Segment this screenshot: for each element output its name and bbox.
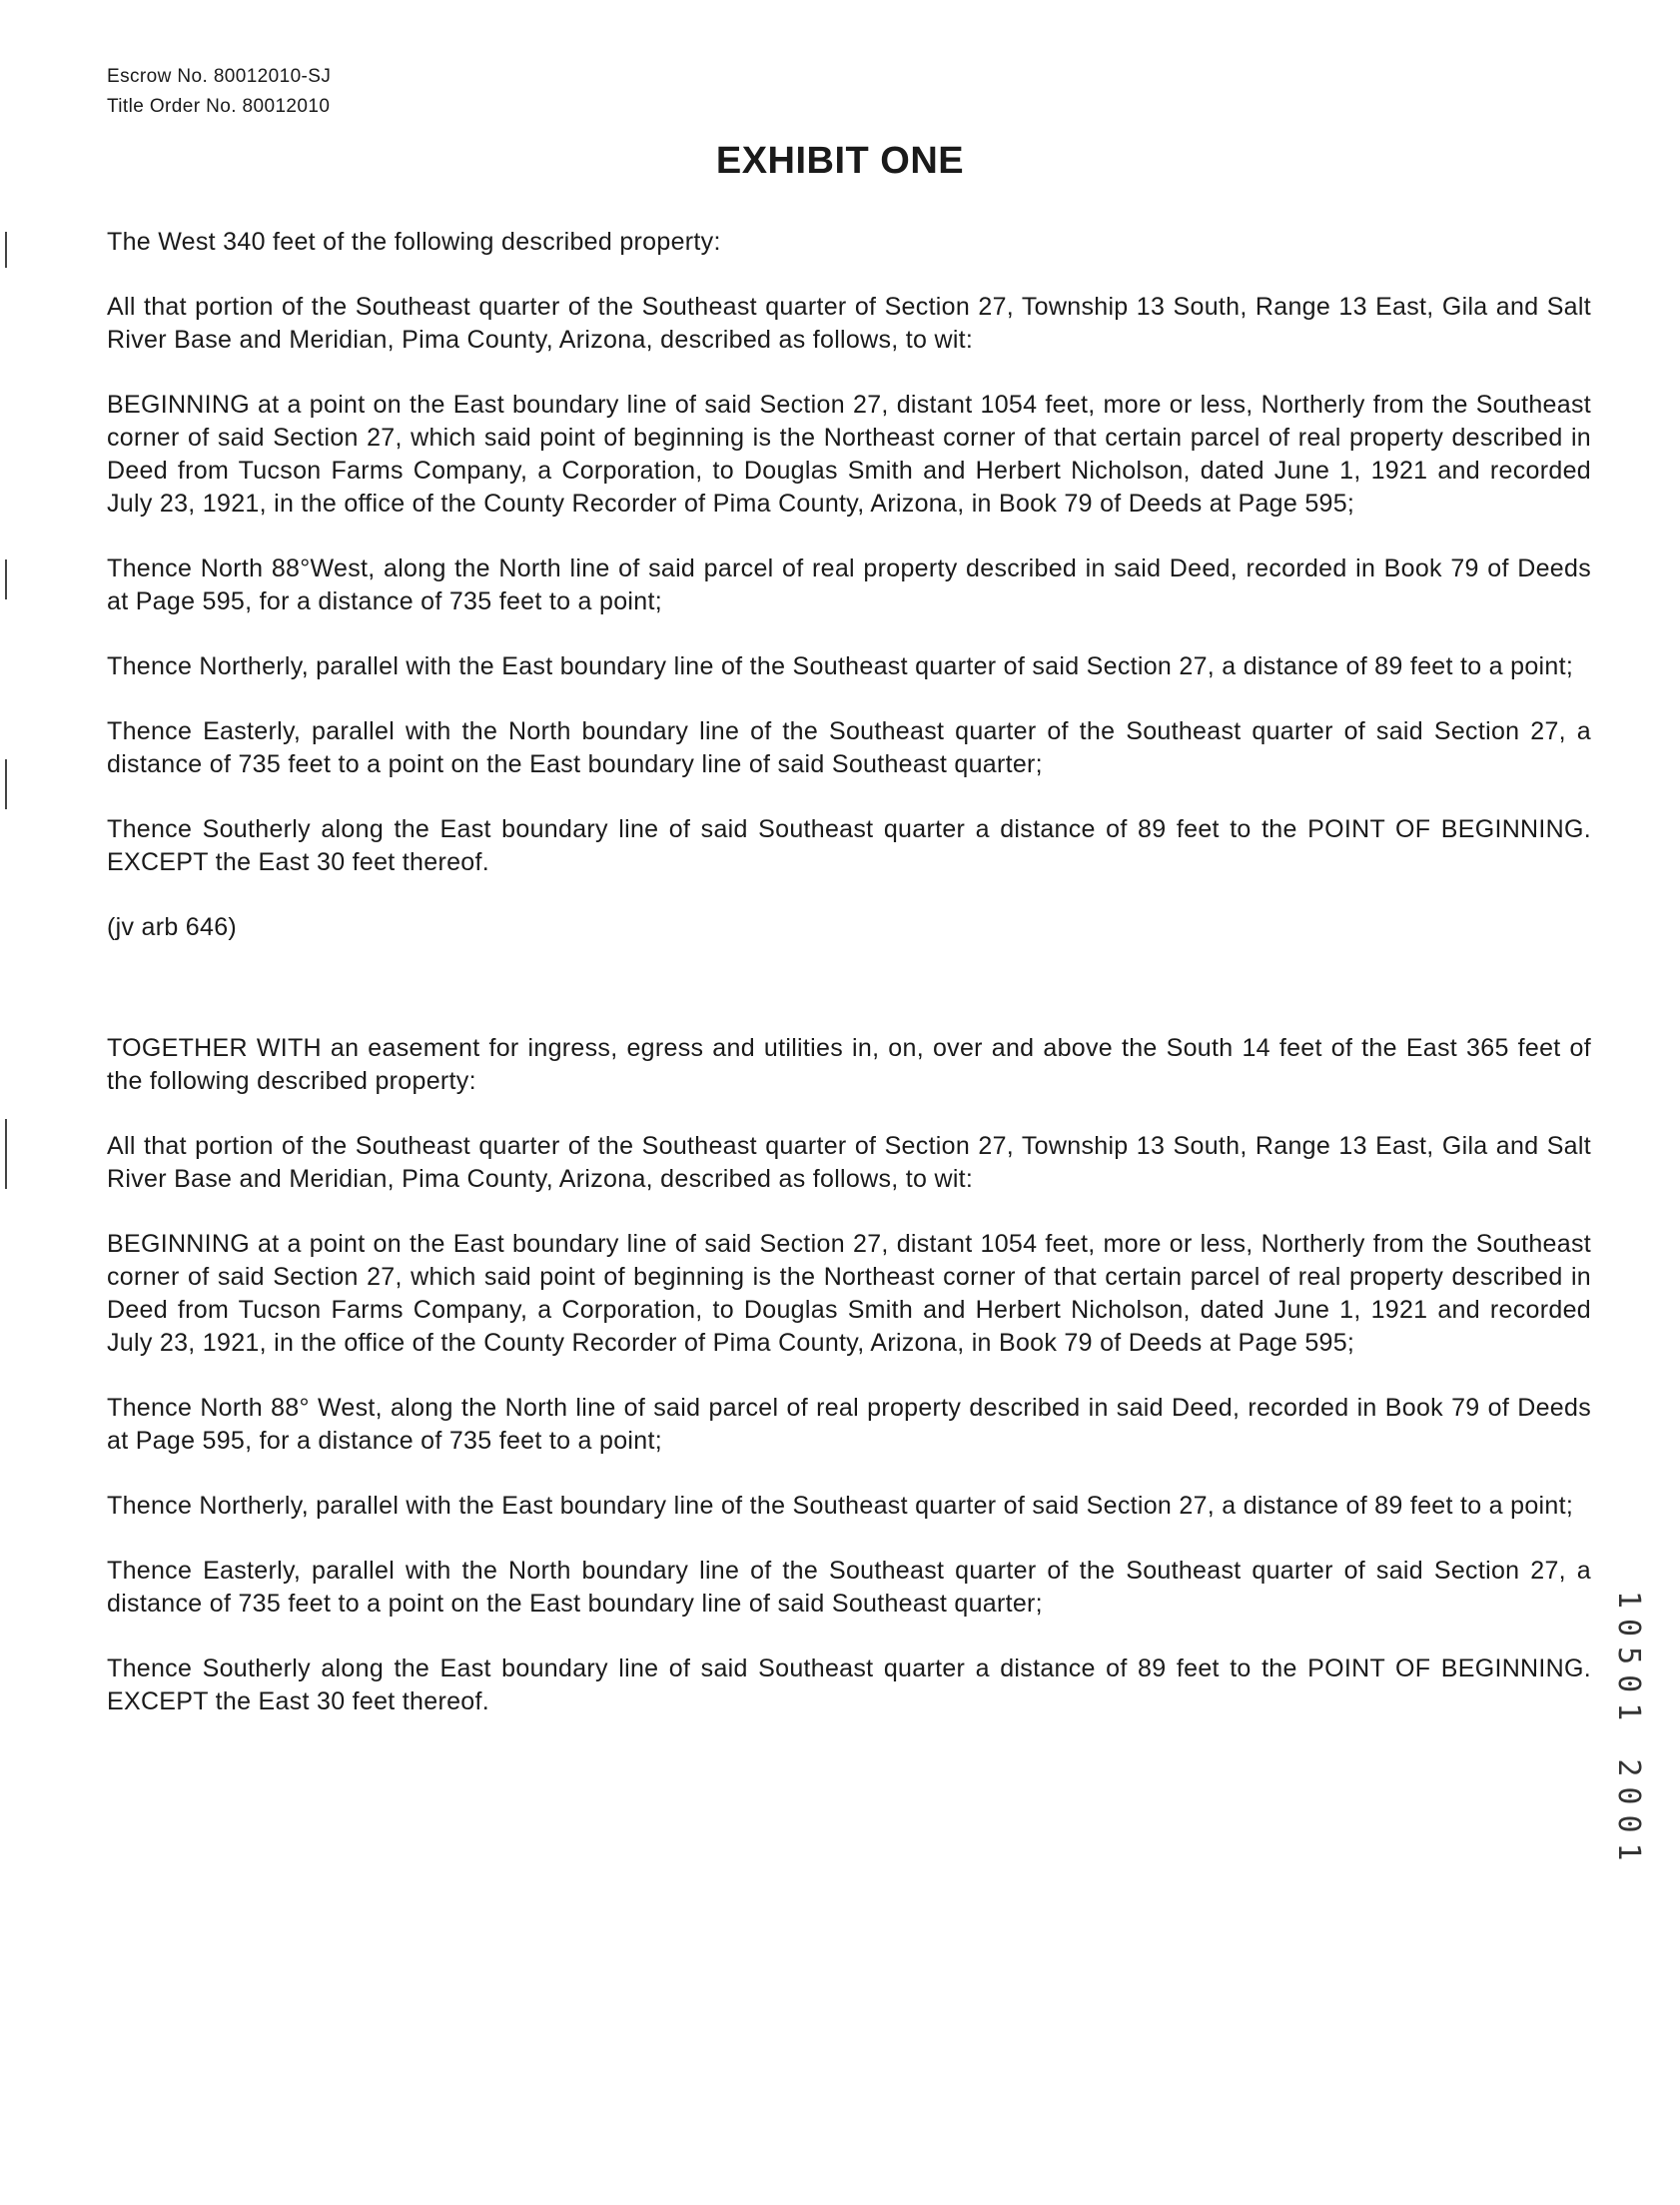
document-header [107,62,331,122]
scan-mark [5,759,7,809]
paragraph-portion: All that portion of the Southeast quarter of the Southeast quarter of Section 27, Township 13 South, Range 13 East, Gila and Salt River Base and Meridian, Pima County, Arizona, described as follows, to wit: [107,293,1591,354]
title-order-number: Title Order No. 80012010 [107,96,331,117]
section-gap [107,976,1591,1032]
paragraph-thence-south-2: Thence Southerly along the East boundary line of said Southeast quarter a distance of 89 feet to the POINT OF BEGINNING. EXCEPT the East 30 feet thereof. [107,1654,1591,1715]
paragraph-beginning: BEGINNING at a point on the East boundary line of said Section 27, distant 1054 feet, more or less, Northerly from the Southeast corner of said Section 27, which said point of beginning is the Northeast corner of that certain parcel of real property described in Deed from Tucson Farms Company, a Corporation, to Douglas Smith and Herbert Nicholson, dated June 1, 1921 and recorded July 23, 1921, in the office of the County Recorder of Pima County, Arizona, in Book 79 of Deeds at Page 595; [107,391,1591,518]
scan-mark [5,232,7,268]
scan-mark [5,1119,7,1189]
paragraph-intro: The West 340 feet of the following described property: [107,228,721,256]
exhibit-title: EXHIBIT ONE [715,140,965,182]
paragraph-thence-south: Thence Southerly along the East boundary line of said Southeast quarter a distance of 89 feet to the POINT OF BEGINNING. EXCEPT the East 30 feet thereof. [107,815,1591,876]
paragraph-thence-west-2: Thence North 88° West, along the North line of said parcel of real property described in said Deed, recorded in Book 79 of Deeds at Page 595, for a distance of 735 feet to a point; [107,1394,1591,1455]
escrow-number: Escrow No. 80012010-SJ [107,66,332,87]
paragraph-thence-north-2: Thence Northerly, parallel with the East boundary line of the Southeast quarter of said Section 27, a distance of 89 feet to a point; [107,1492,1574,1520]
recording-stamp [1611,1591,1650,1950]
paragraph-thence-west: Thence North 88°West, along the North line of said parcel of real property described in said Deed, recorded in Book 79 of Deeds at Page 595, for a distance of 735 feet to a point; [107,554,1591,615]
paragraph-portion-2: All that portion of the Southeast quarter of the Southeast quarter of Section 27, Township 13 South, Range 13 East, Gila and Salt River Base and Meridian, Pima County, Arizona, described as follows, to wit: [107,1132,1591,1193]
paragraph-thence-north: Thence Northerly, parallel with the East boundary line of the Southeast quarter of said Section 27, a distance of 89 feet to a point; [107,652,1574,680]
legal-description [107,226,1591,1750]
scan-mark [5,559,7,599]
paragraph-thence-east: Thence Easterly, parallel with the North boundary line of the Southeast quarter of the Southeast quarter of said Section 27, a distance of 735 feet to a point on the East boundary line of said Southeast quarter; [107,717,1591,778]
paragraph-easement: TOGETHER WITH an easement for ingress, egress and utilities in, on, over and above the South 14 feet of the East 365 feet of the following described property: [107,1034,1591,1095]
recording-stamp-text: 10501 2001 [1611,1591,1646,1871]
paragraph-thence-east-2: Thence Easterly, parallel with the North boundary line of the Southeast quarter of the Southeast quarter of said Section 27, a distance of 735 feet to a point on the East boundary line of said Southeast quarter; [107,1557,1591,1618]
paragraph-beginning-2: BEGINNING at a point on the East boundary line of said Section 27, distant 1054 feet, more or less, Northerly from the Southeast corner of said Section 27, which said point of beginning is the Northeast corner of that certain parcel of real property described in Deed from Tucson Farms Company, a Corporation, to Douglas Smith and Herbert Nicholson, dated June 1, 1921 and recorded July 23, 1921, in the office of the County Recorder of Pima County, Arizona, in Book 79 of Deeds at Page 595; [107,1230,1591,1357]
paragraph-reference: (jv arb 646) [107,913,238,941]
